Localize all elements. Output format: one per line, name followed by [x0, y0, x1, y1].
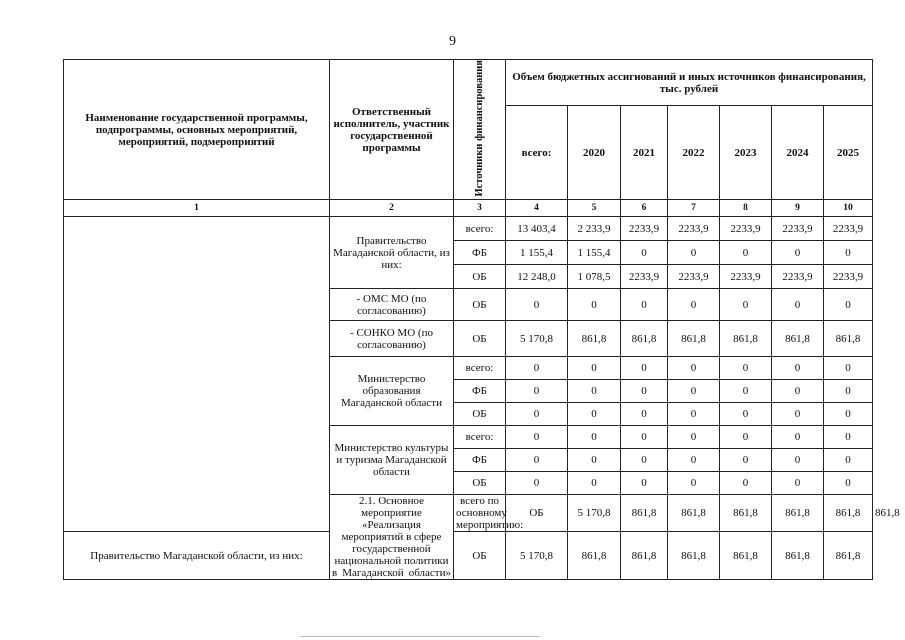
table-row: 2.1. Основное мероприятие «Реализация мероприятий в сфере государственной национальной политики в Магаданской области» всего по основному мероприятию: ОБ 5 170,8 861,8 861,8 861,8 861,8 861,8 861,8	[64, 495, 873, 532]
column-number: 3	[454, 200, 506, 217]
year-value-cell: 2 233,9	[568, 217, 621, 241]
column-number: 8	[720, 200, 772, 217]
header-year: 2023	[720, 106, 772, 200]
executor-cell: Министерство культуры и туризма Магаданской области	[330, 426, 454, 495]
year-value-cell: 0	[568, 380, 621, 403]
column-number: 9	[772, 200, 824, 217]
year-value-cell: 861,8	[621, 532, 668, 580]
executor-cell: - СОНКО МО (по согласованию)	[330, 321, 454, 357]
year-value-cell: 0	[668, 380, 720, 403]
year-value-cell: 0	[568, 289, 621, 321]
year-value-cell: 0	[720, 380, 772, 403]
funding-source-cell: всего:	[454, 426, 506, 449]
total-value-cell: 13 403,4	[506, 217, 568, 241]
column-number: 4	[506, 200, 568, 217]
total-value-cell: 5 170,8	[568, 495, 621, 532]
column-number: 1	[64, 200, 330, 217]
year-value-cell: 2233,9	[824, 217, 873, 241]
year-value-cell: 0	[772, 241, 824, 265]
year-value-cell: 2233,9	[720, 217, 772, 241]
year-value-cell: 861,8	[668, 532, 720, 580]
executor-cell: Министерство образования Магаданской области	[330, 357, 454, 426]
year-value-cell: 861,8	[621, 321, 668, 357]
year-value-cell: 861,8	[720, 495, 772, 532]
table-header	[64, 60, 873, 217]
year-value-cell: 0	[621, 449, 668, 472]
year-value-cell: 0	[720, 403, 772, 426]
executor-cell: Правительство Магаданской области, из них:	[64, 532, 330, 580]
year-value-cell: 2233,9	[824, 265, 873, 289]
year-value-cell: 0	[568, 449, 621, 472]
funding-source-cell: всего:	[454, 357, 506, 380]
year-value-cell: 861,8	[668, 495, 720, 532]
program-name-cell	[64, 217, 330, 532]
total-value-cell: 0	[506, 289, 568, 321]
measure-description: 2.1. Основное мероприятие «Реализация мероприятий в сфере государственной национальной политики в Магаданской области»	[330, 495, 454, 580]
year-value-cell: 861,8	[824, 321, 873, 357]
header-year: 2024	[772, 106, 824, 200]
year-value-cell: 861,8	[668, 321, 720, 357]
funding-source-cell: ФБ	[454, 241, 506, 265]
total-value-cell: 5 170,8	[506, 321, 568, 357]
total-value-cell: 0	[506, 380, 568, 403]
year-value-cell: 0	[621, 357, 668, 380]
table-body	[64, 217, 900, 580]
year-value-cell: 0	[772, 472, 824, 495]
total-value-cell: 5 170,8	[506, 532, 568, 580]
year-value-cell: 0	[824, 241, 873, 265]
funding-source-cell: ОБ	[506, 495, 568, 532]
year-value-cell: 0	[824, 289, 873, 321]
header-year: 2020	[568, 106, 621, 200]
year-value-cell: 0	[772, 426, 824, 449]
year-value-cell: 0	[824, 380, 873, 403]
header-total: всего:	[506, 106, 568, 200]
year-value-cell: 2233,9	[621, 217, 668, 241]
funding-source-cell: всего:	[454, 217, 506, 241]
header-year: 2022	[668, 106, 720, 200]
year-value-cell: 0	[720, 449, 772, 472]
year-value-cell: 1 155,4	[568, 241, 621, 265]
executor-cell: - ОМС МО (по согласованию)	[330, 289, 454, 321]
year-value-cell: 861,8	[772, 321, 824, 357]
header-funding-sources: Источники финансирования	[454, 60, 506, 200]
year-value-cell: 861,8	[772, 495, 824, 532]
year-value-cell: 0	[668, 241, 720, 265]
executor-cell: всего по основному мероприятию:	[454, 495, 506, 532]
year-value-cell: 0	[568, 426, 621, 449]
funding-source-cell: ОБ	[454, 532, 506, 580]
year-value-cell: 2233,9	[772, 265, 824, 289]
total-value-cell: 0	[506, 449, 568, 472]
year-value-cell: 0	[621, 289, 668, 321]
year-value-cell: 861,8	[568, 321, 621, 357]
total-value-cell: 1 155,4	[506, 241, 568, 265]
year-value-cell: 0	[621, 472, 668, 495]
year-value-cell: 861,8	[824, 532, 873, 580]
column-numbers-row	[64, 200, 873, 217]
funding-source-cell: ОБ	[454, 472, 506, 495]
year-value-cell: 0	[720, 426, 772, 449]
year-value-cell: 0	[772, 289, 824, 321]
year-value-cell: 0	[720, 357, 772, 380]
year-value-cell: 0	[668, 426, 720, 449]
total-value-cell: 0	[506, 472, 568, 495]
year-value-cell: 0	[568, 403, 621, 426]
year-value-cell: 0	[824, 472, 873, 495]
total-value-cell: 0	[506, 357, 568, 380]
year-value-cell: 0	[668, 449, 720, 472]
column-number: 10	[824, 200, 873, 217]
table-row	[64, 532, 873, 580]
year-value-cell: 0	[772, 403, 824, 426]
funding-source-cell: ФБ	[454, 380, 506, 403]
column-number: 7	[668, 200, 720, 217]
year-value-cell: 0	[621, 403, 668, 426]
year-value-cell: 2233,9	[772, 217, 824, 241]
year-value-cell: 0	[621, 380, 668, 403]
funding-source-cell: ОБ	[454, 321, 506, 357]
year-value-cell: 0	[772, 380, 824, 403]
year-value-cell: 861,8	[772, 532, 824, 580]
header-program-name: Наименование государственной программы, подпрограммы, основных мероприятий, мероприятий, подмероприятий	[64, 60, 330, 200]
year-value-cell: 2233,9	[668, 217, 720, 241]
total-value-cell: 12 248,0	[506, 265, 568, 289]
funding-source-cell: ФБ	[454, 449, 506, 472]
column-number: 2	[330, 200, 454, 217]
year-value-cell: 0	[621, 426, 668, 449]
year-value-cell: 861,8	[720, 532, 772, 580]
year-value-cell: 0	[824, 426, 873, 449]
year-value-cell: 0	[772, 449, 824, 472]
funding-source-cell: ОБ	[454, 289, 506, 321]
header-year: 2021	[621, 106, 668, 200]
year-value-cell: 2233,9	[621, 265, 668, 289]
year-value-cell: 861,8	[621, 495, 668, 532]
funding-source-cell: ОБ	[454, 403, 506, 426]
total-value-cell: 0	[506, 403, 568, 426]
year-value-cell: 0	[568, 472, 621, 495]
year-value-cell: 0	[824, 449, 873, 472]
year-value-cell: 0	[668, 357, 720, 380]
year-value-cell: 0	[621, 241, 668, 265]
year-value-cell: 861,8	[824, 495, 873, 532]
header-budget-volume: Объем бюджетных ассигнований и иных источников финансирования, тыс. рублей	[506, 60, 873, 106]
header-executor: Ответственный исполнитель, участник государственной программы	[330, 60, 454, 200]
column-number: 5	[568, 200, 621, 217]
year-value-cell: 2233,9	[668, 265, 720, 289]
year-value-cell: 0	[668, 472, 720, 495]
year-value-cell: 861,8	[720, 321, 772, 357]
total-value-cell: 0	[506, 426, 568, 449]
executor-cell: Правительство Магаданской области, из них:	[330, 217, 454, 289]
budget-table	[63, 59, 900, 580]
year-value-cell: 0	[824, 357, 873, 380]
year-value-cell: 1 078,5	[568, 265, 621, 289]
scan-artifact	[300, 636, 540, 637]
table-row	[64, 217, 873, 241]
column-number: 6	[621, 200, 668, 217]
funding-source-cell: ОБ	[454, 265, 506, 289]
year-value-cell: 861,8	[568, 532, 621, 580]
year-value-cell: 0	[720, 289, 772, 321]
year-value-cell: 0	[772, 357, 824, 380]
year-value-cell: 0	[668, 289, 720, 321]
year-value-cell: 0	[720, 241, 772, 265]
year-value-cell: 0	[720, 472, 772, 495]
year-value-cell: 2233,9	[720, 265, 772, 289]
year-value-cell: 0	[668, 403, 720, 426]
year-value-cell: 0	[568, 357, 621, 380]
year-value-cell: 0	[824, 403, 873, 426]
page-number: 9	[449, 34, 456, 49]
header-year: 2025	[824, 106, 873, 200]
